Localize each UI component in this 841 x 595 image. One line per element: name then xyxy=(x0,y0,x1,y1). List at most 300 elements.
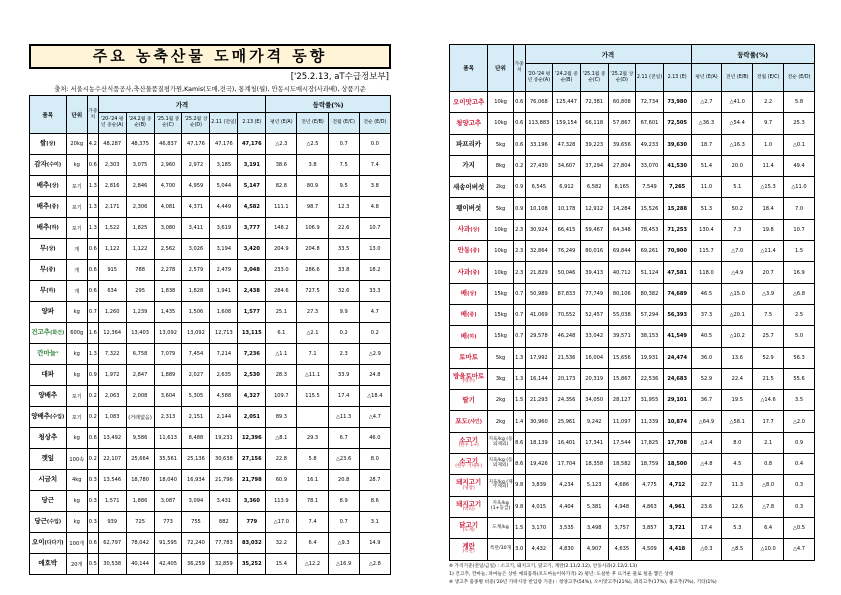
ratio-month-cell: △8.0 xyxy=(753,475,784,496)
last-month-price-cell: 4,907 xyxy=(580,539,608,560)
item-name: 돼지고기 xyxy=(456,499,482,508)
header-weight: 가중치 xyxy=(513,45,525,92)
prev-day-price-cell: 67,601 xyxy=(636,113,664,134)
unit-cell: 3kg xyxy=(488,368,514,389)
ratio-month-cell: △16.9 xyxy=(328,554,359,575)
table-row xyxy=(30,197,391,218)
today-price-cell: 2,051 xyxy=(238,407,266,428)
unit-cell: 10kg xyxy=(488,219,514,240)
today-price-cell: 39,630 xyxy=(663,134,691,155)
ratio-year-cell: 7.1 xyxy=(297,344,328,365)
last-year-price-cell: 76,249 xyxy=(553,241,581,262)
item-name-cell xyxy=(450,304,488,325)
item-name-cell xyxy=(30,239,67,260)
today-price-cell: 41,549 xyxy=(663,326,691,347)
ratio-period-cell: △2.0 xyxy=(784,411,815,432)
ratio-month-cell: 33.9 xyxy=(328,365,359,386)
header-ratio-1: 평년 (E/A) xyxy=(691,64,722,92)
ratio-avg-cell: 28.3 xyxy=(266,365,297,386)
weight-cell: 3.0 xyxy=(513,539,525,560)
item-name: 배 xyxy=(460,310,468,319)
last-month-price-cell: 20,319 xyxy=(580,368,608,389)
avg-price-cell: 1,083 xyxy=(98,407,126,428)
today-price-cell: 3,048 xyxy=(238,260,266,281)
ratio-period-cell: 4.7 xyxy=(359,302,390,323)
weight-cell: 1.5 xyxy=(513,517,525,538)
ratio-period-cell: 7.0 xyxy=(784,198,815,219)
last-year-price-cell: 788 xyxy=(126,260,154,281)
prev-day-price-cell: 17,825 xyxy=(636,432,664,453)
avg-price-cell: 1,972 xyxy=(98,365,126,386)
item-name-cell xyxy=(450,92,488,113)
table-row xyxy=(30,218,391,239)
last-period-price-cell: 7,454 xyxy=(182,344,210,365)
ratio-year-cell: 5.3 xyxy=(722,517,753,538)
ratio-year-cell xyxy=(297,407,328,428)
ratio-month-cell: △11.3 xyxy=(328,407,359,428)
unit-cell: 5kg xyxy=(488,347,514,368)
table-row xyxy=(30,533,391,554)
item-name: 애호박 xyxy=(38,559,58,568)
avg-price-cell: 50,989 xyxy=(525,283,553,304)
item-name-cell xyxy=(450,198,488,219)
last-month-price-cell: 3,087 xyxy=(154,491,182,512)
last-period-price-cell: 15,867 xyxy=(608,368,636,389)
ratio-period-cell: 18.2 xyxy=(359,260,390,281)
today-price-cell: 7,236 xyxy=(238,344,266,365)
table-row xyxy=(450,432,815,453)
ratio-month-cell: 52.9 xyxy=(753,347,784,368)
last-period-price-cell: 2,151 xyxy=(182,407,210,428)
today-price-cell: 3,360 xyxy=(238,491,266,512)
table-row xyxy=(450,177,815,198)
ratio-month-cell: 9.9 xyxy=(328,302,359,323)
prev-day-price-cell: 77,783 xyxy=(210,533,238,554)
weight-cell: 0.6 xyxy=(87,239,98,260)
last-year-price-cell: 46,248 xyxy=(553,326,581,347)
last-period-price-cell: 2,579 xyxy=(182,260,210,281)
prev-day-price-cell: 51,124 xyxy=(636,262,664,283)
last-period-price-cell: 60,808 xyxy=(608,92,636,113)
item-name: 양배추 xyxy=(38,391,58,400)
last-month-price-cell: 2,960 xyxy=(154,155,182,176)
ratio-year-cell: 286.6 xyxy=(297,260,328,281)
ratio-year-cell: △41.0 xyxy=(722,92,753,113)
weight-cell: 0.6 xyxy=(513,113,525,134)
weight-cell: 8.6 xyxy=(513,432,525,453)
prev-day-price-cell: 882 xyxy=(210,512,238,533)
table-row xyxy=(30,491,391,512)
last-period-price-cell: 15,656 xyxy=(608,347,636,368)
table-row xyxy=(30,554,391,575)
prev-day-price-cell: 4,863 xyxy=(636,496,664,517)
last-year-price-cell: 48,375 xyxy=(126,134,154,155)
item-name-cell xyxy=(30,407,67,428)
today-price-cell: 15,288 xyxy=(663,198,691,219)
ratio-period-cell: 8.0 xyxy=(359,449,390,470)
avg-price-cell: 6,545 xyxy=(525,177,553,198)
item-name-cell xyxy=(30,470,67,491)
item-grade: (수입) xyxy=(46,519,62,526)
header-col-c: '25.1월 중순(C) xyxy=(154,113,182,134)
unit-cell: 100속 xyxy=(66,449,87,470)
weight-cell: 9.8 xyxy=(513,475,525,496)
weight-cell: 0.3 xyxy=(87,470,98,491)
weight-cell: 0.7 xyxy=(513,304,525,325)
today-price-cell: 21,798 xyxy=(238,470,266,491)
ratio-year-cell: △15.0 xyxy=(722,283,753,304)
item-name-cell xyxy=(450,326,488,347)
ratio-avg-cell: △17.0 xyxy=(266,512,297,533)
weight-cell: 0.2 xyxy=(513,155,525,176)
weight-cell: 0.9 xyxy=(87,365,98,386)
weight-cell: 1.3 xyxy=(87,197,98,218)
avg-price-cell: 27,430 xyxy=(525,155,553,176)
weight-cell: 2.3 xyxy=(513,241,525,262)
ratio-avg-cell: 11.0 xyxy=(691,177,722,198)
item-name-cell xyxy=(30,197,67,218)
ratio-avg-cell: △36.3 xyxy=(691,113,722,134)
table-row xyxy=(30,344,391,365)
prev-day-price-cell: 30,638 xyxy=(210,449,238,470)
item-grade: (중) xyxy=(46,267,56,274)
item-grade: (도계) xyxy=(462,528,475,534)
ratio-avg-cell: 37.3 xyxy=(691,304,722,325)
prev-day-price-cell: 49,233 xyxy=(636,134,664,155)
ratio-period-cell: 5.0 xyxy=(784,326,815,347)
ratio-avg-cell: 32.2 xyxy=(266,533,297,554)
weight-cell: 0.3 xyxy=(87,491,98,512)
prev-day-price-cell: 57,294 xyxy=(636,304,664,325)
ratio-year-cell: △12.2 xyxy=(297,554,328,575)
last-month-price-cell: 37,294 xyxy=(580,155,608,176)
weight-cell: 8.6 xyxy=(513,454,525,475)
ratio-period-cell: 5.8 xyxy=(784,92,815,113)
weight-cell: 0.7 xyxy=(513,283,525,304)
avg-price-cell: 48,287 xyxy=(98,134,126,155)
table-row xyxy=(30,386,391,407)
ratio-avg-cell: △4.8 xyxy=(691,454,722,475)
item-name-cell xyxy=(30,449,67,470)
unit-cell: 포기 xyxy=(66,386,87,407)
ratio-month-cell: 12.3 xyxy=(328,197,359,218)
ratio-month-cell: 1.0 xyxy=(753,134,784,155)
ratio-avg-cell: 23.6 xyxy=(691,496,722,517)
item-name-cell xyxy=(450,432,488,453)
ratio-avg-cell: 60.9 xyxy=(266,470,297,491)
table-row xyxy=(30,239,391,260)
last-period-price-cell: 40,712 xyxy=(608,262,636,283)
table-row xyxy=(450,92,815,113)
prev-day-price-cell: 33,070 xyxy=(636,155,664,176)
unit-cell: 지육/kg (등외제외) xyxy=(488,454,514,475)
table-row xyxy=(30,281,391,302)
item-grade: (하) xyxy=(467,333,477,340)
last-period-price-cell: 3,094 xyxy=(182,491,210,512)
prev-day-price-cell: 15,526 xyxy=(636,198,664,219)
header-ratio-3: 전월 (E/C) xyxy=(328,113,359,134)
last-period-price-cell: 2,972 xyxy=(182,155,210,176)
ratio-avg-cell: 46.5 xyxy=(691,283,722,304)
item-name-cell xyxy=(450,517,488,538)
today-price-cell: 24,683 xyxy=(663,368,691,389)
table-header-right xyxy=(450,45,815,92)
ratio-month-cell: 9.7 xyxy=(753,113,784,134)
last-year-price-cell: 21,536 xyxy=(553,347,581,368)
ratio-year-cell: 29.3 xyxy=(297,428,328,449)
last-period-price-cell: 18,582 xyxy=(608,454,636,475)
item-name-cell xyxy=(30,554,67,575)
ratio-year-cell: 6.4 xyxy=(297,533,328,554)
item-name-cell xyxy=(450,454,488,475)
header-col-prev: 2.11 (전일) xyxy=(210,113,238,134)
ratio-period-cell: 46.0 xyxy=(359,428,390,449)
last-period-price-cell: 39,571 xyxy=(608,326,636,347)
ratio-period-cell: 13.0 xyxy=(359,239,390,260)
header-ratio-4: 전순 (E/D) xyxy=(359,113,390,134)
ratio-year-cell: 115.5 xyxy=(297,386,328,407)
today-price-cell: 47,176 xyxy=(238,134,266,155)
ratio-period-cell: △2.8 xyxy=(359,554,390,575)
ratio-month-cell: 7.5 xyxy=(328,155,359,176)
item-name-cell xyxy=(450,539,488,560)
ratio-month-cell: 17.7 xyxy=(753,411,784,432)
ratio-period-cell: 24.8 xyxy=(359,365,390,386)
today-price-cell: 35,252 xyxy=(238,554,266,575)
item-grade: (중) xyxy=(470,248,480,255)
item-name: 청양고추 xyxy=(456,118,482,127)
prev-day-price-cell: 19,231 xyxy=(210,428,238,449)
unit-cell: 10kg xyxy=(488,262,514,283)
last-month-price-cell: 6,582 xyxy=(580,177,608,198)
last-period-price-cell: 1,828 xyxy=(182,281,210,302)
last-month-price-cell: 4,081 xyxy=(154,197,182,218)
last-period-price-cell: 69,844 xyxy=(608,241,636,262)
last-year-price-cell: 20,173 xyxy=(553,368,581,389)
ratio-year-cell: 3.8 xyxy=(297,155,328,176)
today-price-cell: 10,874 xyxy=(663,411,691,432)
weight-cell: 0.9 xyxy=(513,177,525,198)
item-name: 파프리카 xyxy=(456,140,482,149)
ratio-period-cell: 56.3 xyxy=(784,347,815,368)
ratio-period-cell: 25.3 xyxy=(784,113,815,134)
item-grade: (박피) xyxy=(462,506,475,512)
last-period-price-cell: 4,959 xyxy=(182,176,210,197)
last-month-price-cell: 46,837 xyxy=(154,134,182,155)
ratio-year-cell: △2.5 xyxy=(297,134,328,155)
unit-cell: 개 xyxy=(66,281,87,302)
item-name: 소고기 xyxy=(459,457,479,466)
avg-price-cell: 113,883 xyxy=(525,113,553,134)
ratio-avg-cell: 52.9 xyxy=(691,368,722,389)
last-period-price-cell: 4,371 xyxy=(182,197,210,218)
ratio-period-cell: △2.9 xyxy=(359,344,390,365)
avg-price-cell: 41,069 xyxy=(525,304,553,325)
item-name-cell xyxy=(450,177,488,198)
today-price-cell: 3,420 xyxy=(238,239,266,260)
item-grade: (화건) xyxy=(50,330,65,337)
item-name: 양배추 xyxy=(31,412,51,421)
ratio-avg-cell: 36.0 xyxy=(691,347,722,368)
ratio-avg-cell: 89.3 xyxy=(266,407,297,428)
prev-day-price-cell: 2,635 xyxy=(210,365,238,386)
prev-day-price-cell: 3,194 xyxy=(210,239,238,260)
last-period-price-cell: 57,867 xyxy=(608,113,636,134)
left-panel xyxy=(29,44,391,575)
avg-price-cell: 33,196 xyxy=(525,134,553,155)
weight-cell: 4.2 xyxy=(87,134,98,155)
table-row xyxy=(450,304,815,325)
weight-cell: 0.7 xyxy=(513,326,525,347)
prev-day-price-cell: 22,536 xyxy=(636,368,664,389)
last-month-price-cell: 16,004 xyxy=(580,347,608,368)
last-year-price-cell: 4,234 xyxy=(553,475,581,496)
today-price-cell: 4,418 xyxy=(663,539,691,560)
ratio-month-cell: 32.6 xyxy=(328,281,359,302)
item-name-cell xyxy=(450,368,488,389)
ratio-month-cell: △7.8 xyxy=(753,496,784,517)
ratio-avg-cell: △2.7 xyxy=(691,92,722,113)
header-col-prev: 2.11 (전일) xyxy=(636,64,664,92)
avg-price-cell: 2,063 xyxy=(98,386,126,407)
ratio-year-cell: △7.0 xyxy=(722,241,753,262)
table-row xyxy=(30,260,391,281)
unit-cell: 10kg xyxy=(488,113,514,134)
item-name: 딸기 xyxy=(462,395,475,404)
today-price-cell: 3,191 xyxy=(238,155,266,176)
last-month-price-cell: 2,562 xyxy=(154,239,182,260)
right-panel xyxy=(449,44,815,587)
avg-price-cell: 30,924 xyxy=(525,219,553,240)
item-name: 양파 xyxy=(41,307,55,316)
table-row xyxy=(450,475,815,496)
item-name: 깐마늘 xyxy=(37,349,57,358)
item-grade: (하) xyxy=(49,225,59,232)
last-year-price-cell: 725 xyxy=(126,512,154,533)
ratio-period-cell: 16.9 xyxy=(784,262,815,283)
ratio-period-cell: △6.8 xyxy=(784,283,815,304)
today-price-cell: 3,777 xyxy=(238,218,266,239)
last-month-price-cell: 773 xyxy=(154,512,182,533)
ratio-year-cell: 50.2 xyxy=(722,198,753,219)
last-month-price-cell: 2,313 xyxy=(154,407,182,428)
table-row xyxy=(30,407,391,428)
prev-day-price-cell: 78,453 xyxy=(636,219,664,240)
last-month-price-cell: 66,118 xyxy=(580,113,608,134)
avg-price-cell: 21,293 xyxy=(525,390,553,411)
ratio-period-cell: △18.4 xyxy=(359,386,390,407)
today-price-cell: 71,253 xyxy=(663,219,691,240)
item-name-cell xyxy=(450,283,488,304)
ratio-month-cell: 19.8 xyxy=(753,219,784,240)
last-year-price-cell: 2,846 xyxy=(126,176,154,197)
unit-cell: kg xyxy=(66,365,87,386)
last-year-price-cell: 16,401 xyxy=(553,432,581,453)
item-name-cell xyxy=(450,219,488,240)
unit-cell: kg xyxy=(66,344,87,365)
last-period-price-cell: 17,544 xyxy=(608,432,636,453)
ratio-avg-cell: 40.5 xyxy=(691,326,722,347)
avg-price-cell: 1,260 xyxy=(98,302,126,323)
ratio-avg-cell: 17.4 xyxy=(691,517,722,538)
last-period-price-cell: 1,506 xyxy=(182,302,210,323)
item-name-cell xyxy=(30,512,67,533)
today-price-cell: 47,581 xyxy=(663,262,691,283)
ratio-year-cell: 106.9 xyxy=(297,218,328,239)
unit-cell: kg xyxy=(66,512,87,533)
table-body-left xyxy=(30,134,391,575)
ratio-avg-cell: 118.0 xyxy=(691,262,722,283)
unit-cell: kg xyxy=(66,491,87,512)
ratio-avg-cell: 38.6 xyxy=(266,155,297,176)
last-period-price-cell: 3,411 xyxy=(182,218,210,239)
prev-day-price-cell: 19,931 xyxy=(636,347,664,368)
weight-cell: 0.3 xyxy=(87,512,98,533)
ratio-period-cell: 8.6 xyxy=(359,491,390,512)
ratio-period-cell: 3.5 xyxy=(784,390,815,411)
last-period-price-cell: 3,757 xyxy=(608,517,636,538)
avg-price-cell: 32,864 xyxy=(525,241,553,262)
header-ratio-2: 전년 (E/B) xyxy=(297,113,328,134)
unit-cell: 포기 xyxy=(66,197,87,218)
table-row xyxy=(450,198,815,219)
table-row xyxy=(30,134,391,155)
ratio-avg-cell: 51.3 xyxy=(691,198,722,219)
table-row xyxy=(30,449,391,470)
last-month-price-cell: 3,604 xyxy=(154,386,182,407)
item-name: 안동 xyxy=(457,246,471,255)
item-name: 소고기 xyxy=(459,435,479,444)
ratio-avg-cell: 6.1 xyxy=(266,323,297,344)
item-name: 사과 xyxy=(457,225,471,234)
ratio-month-cell: 20.7 xyxy=(753,262,784,283)
item-name: 오이맛고추 xyxy=(452,97,485,106)
item-name: 배추 xyxy=(36,202,50,211)
ratio-month-cell: 18.4 xyxy=(753,198,784,219)
last-year-price-cell: 25,961 xyxy=(553,411,581,432)
last-month-price-cell: 42,405 xyxy=(154,554,182,575)
header-item: 품목 xyxy=(450,45,488,92)
header-col-d: '25.2월 상순(D) xyxy=(182,113,210,134)
today-price-cell: 72,505 xyxy=(663,113,691,134)
item-name: 계란 xyxy=(462,542,475,551)
item-name-cell xyxy=(30,155,67,176)
item-name: 감자 xyxy=(34,160,47,169)
last-year-price-cell: 78,042 xyxy=(126,533,154,554)
unit-cell: 포기 xyxy=(66,218,87,239)
unit-cell: 지육/kg (제주제외) xyxy=(488,475,514,496)
avg-price-cell: 2,816 xyxy=(98,176,126,197)
ratio-month-cell: 0.7 xyxy=(328,134,359,155)
ratio-year-cell: 7.4 xyxy=(297,512,328,533)
weight-cell: 1.3 xyxy=(513,368,525,389)
last-period-price-cell: 64,348 xyxy=(608,219,636,240)
ratio-month-cell: 9.5 xyxy=(328,176,359,197)
prev-day-price-cell: 2,144 xyxy=(210,407,238,428)
last-period-price-cell: 8,165 xyxy=(608,177,636,198)
last-year-price-cell: 17,704 xyxy=(553,454,581,475)
weight-cell: 1.4 xyxy=(513,411,525,432)
unit-cell: 15kg xyxy=(488,326,514,347)
avg-price-cell: 939 xyxy=(98,512,126,533)
item-name: 새송이버섯 xyxy=(452,182,485,191)
item-grade: (중) xyxy=(470,269,480,276)
ratio-period-cell: 10.7 xyxy=(359,218,390,239)
ratio-year-cell: 11.3 xyxy=(722,475,753,496)
last-month-price-cell: 17,341 xyxy=(580,432,608,453)
ratio-avg-cell: 115.7 xyxy=(691,241,722,262)
unit-cell: 15kg xyxy=(488,304,514,325)
